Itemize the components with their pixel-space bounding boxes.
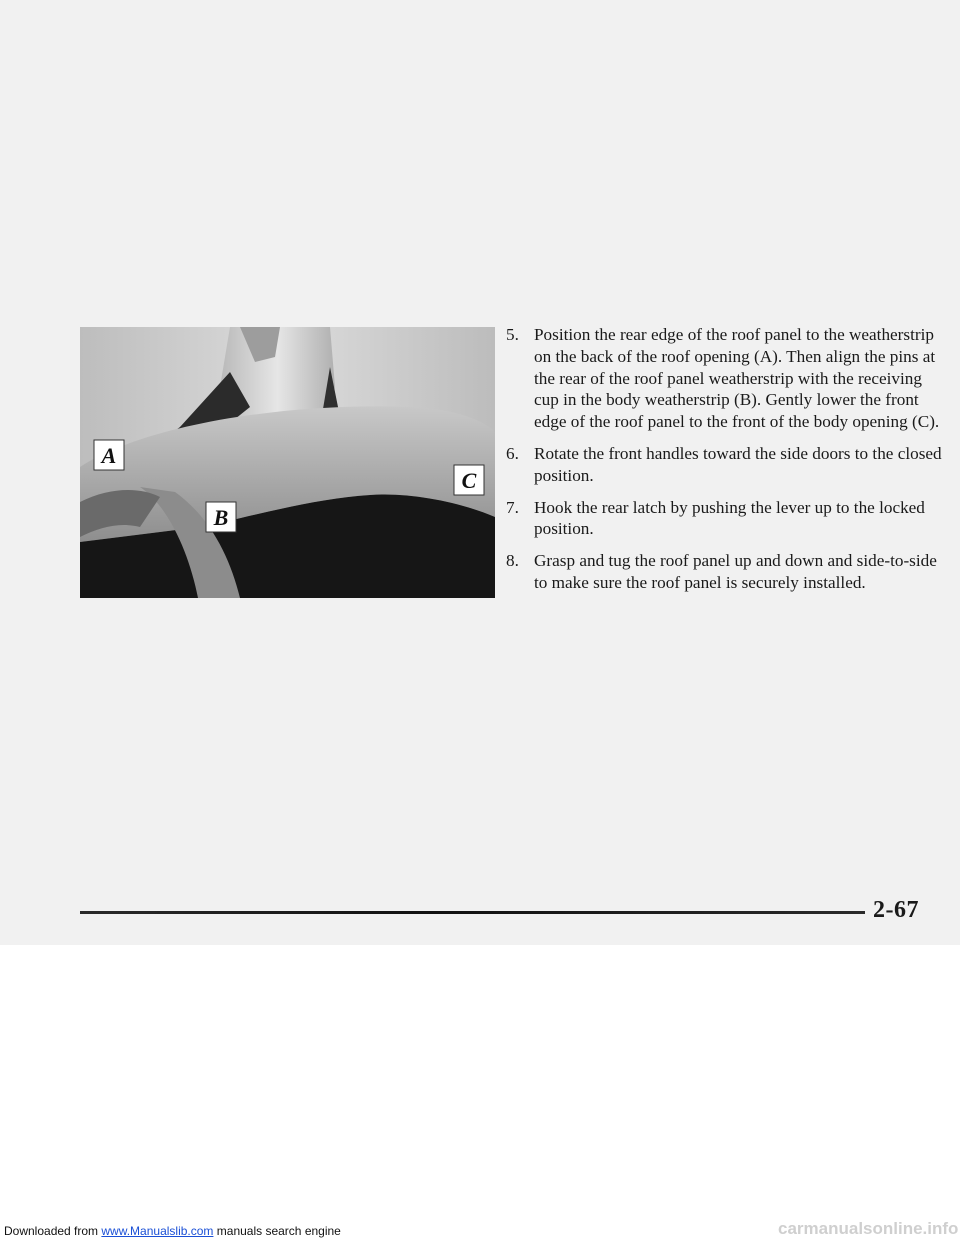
page-number: 2-67 — [873, 897, 919, 923]
callout-a-label: A — [101, 443, 117, 468]
step-text: Hook the rear latch by pushing the lever up to the locked position. — [534, 497, 925, 539]
step-item — [506, 324, 946, 433]
footer-rule — [80, 911, 865, 914]
callout-b — [206, 502, 236, 532]
callout-c-label: C — [461, 468, 477, 493]
step-text: Rotate the front handles toward the side doors to the closed position. — [534, 443, 942, 485]
download-notice — [4, 1224, 341, 1238]
roof-panel-illustration — [80, 327, 495, 598]
step-text: Position the rear edge of the roof panel to the weatherstrip on the back of the roof opening (A). Then align the pins at the rear of the roof panel weatherstrip with the receiving cup in the body weatherstrip (B). Gently lower the front edge of the roof panel to the front of the body opening (C). — [534, 325, 940, 432]
watermark: carmanualsonline.info — [778, 1219, 959, 1238]
step-number: 5. — [506, 325, 519, 344]
callout-c — [454, 465, 484, 495]
step-number: 7. — [506, 497, 519, 517]
callout-a — [94, 440, 124, 470]
step-item — [506, 550, 946, 594]
step-number: 8. — [506, 551, 519, 571]
step-item — [506, 443, 946, 487]
installation-steps — [506, 324, 946, 604]
manualslib-link[interactable]: www.Manualslib.com — [101, 1224, 214, 1238]
step-text: Grasp and tug the roof panel up and down and side-to-side to make sure the roof panel is securely installed. — [534, 551, 937, 592]
download-suffix: manuals search engine — [213, 1224, 341, 1238]
step-item — [506, 497, 946, 541]
download-prefix: Downloaded from — [4, 1224, 102, 1238]
step-number: 6. — [506, 443, 519, 463]
callout-b-label: B — [213, 505, 229, 530]
roof-panel-installation-photo — [80, 327, 495, 598]
